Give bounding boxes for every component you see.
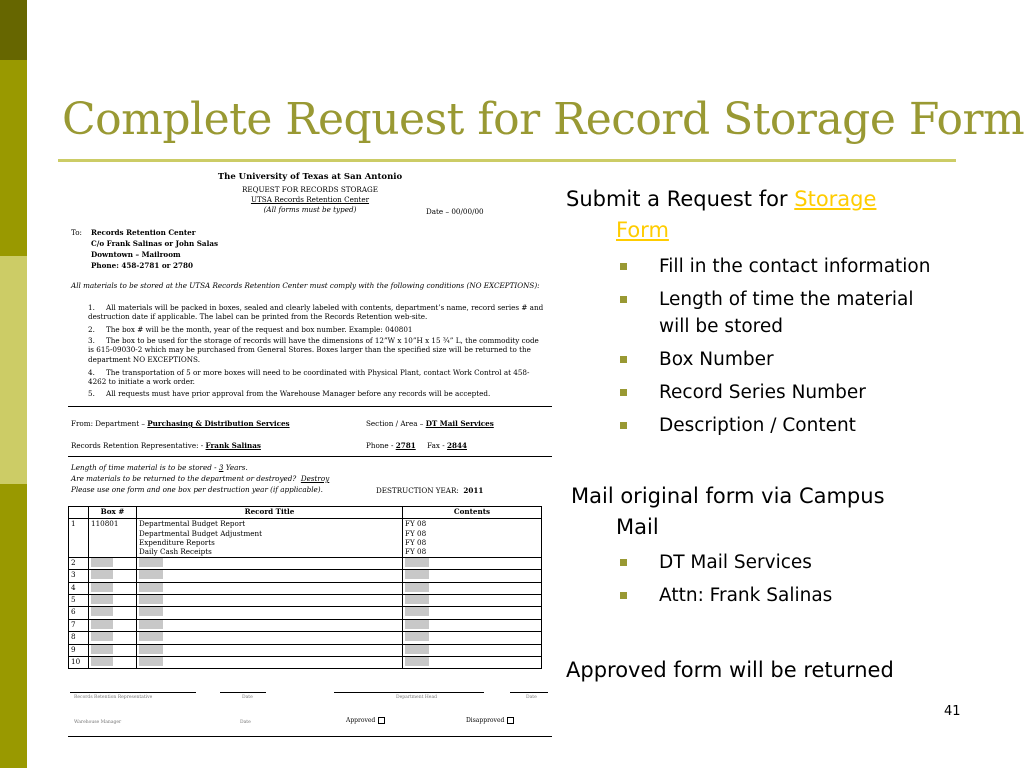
table-cell: 7 [69,619,89,631]
table-row [69,595,542,607]
bullet-approved-returned: Approved form will be returned [566,658,894,682]
condition-number: 4. [88,368,95,377]
table-cell [89,656,137,668]
table-cell: 10 [69,656,89,668]
form-to-label: To: [71,228,82,237]
table-cell [137,656,403,668]
table-header: Record Title [137,507,403,519]
signature-line [510,692,548,693]
empty-field [139,657,163,666]
signature-label: Warehouse Manager [74,720,122,725]
table-cell: 6 [69,607,89,619]
empty-field [139,570,163,579]
form-to-line: Downtown – Mailroom [91,250,181,259]
empty-field [91,570,113,579]
table-cell [89,619,137,631]
table-cell: 2 [69,557,89,569]
disapproved-checkbox [507,717,514,724]
signature-label: Date [240,720,251,725]
table-cell: 1 [69,519,89,557]
stripe-segment [0,484,27,768]
form-destruction-row [376,486,483,495]
table-cell [137,519,403,557]
table-cell [403,644,542,656]
empty-field [139,645,163,654]
table-cell [137,557,403,569]
empty-field [405,657,429,666]
bullet-square-icon [620,422,627,429]
form-to-line: Phone: 458-2781 or 2780 [91,261,193,270]
approved-checkbox [378,717,385,724]
contents-value: FY 08 [405,547,427,557]
record-storage-form-image [68,170,552,742]
contents-value: FY 08 [405,538,427,548]
table-row [69,656,542,668]
disapproved-option [466,717,514,725]
table-cell [403,557,542,569]
table-cell [89,644,137,656]
table-cell [403,582,542,594]
form-typed-note: (All forms must be typed) [263,205,357,214]
signature-label: Date [242,695,253,700]
condition-text: The box to be used for the storage of records will have the dimensions of 12”W x 10”H x 15 ¾” L, the commodity code is 615-09030-2 which may be purchased from General Stores. Boxes larger than the specified size will be returned to the department NO EXCEPTIONS. [88,336,539,364]
table-cell [403,595,542,607]
condition-number: 3. [88,336,95,345]
form-condition [88,368,544,387]
empty-field [91,607,113,616]
condition-number: 5. [88,389,95,398]
condition-text: The box # will be the month, year of the request and box number. Example: 040801 [106,325,413,334]
form-divider [68,456,552,457]
stripe-segment [0,0,27,60]
form-bottom-rule [68,736,552,737]
box-table [68,506,542,669]
condition-number: 2. [88,325,95,334]
form-divider [68,406,552,407]
table-row [69,619,542,631]
empty-field [91,645,113,654]
table-cell: 3 [69,570,89,582]
table-cell [403,519,542,557]
sub-bullet-item: Fill in the contact information [659,256,931,277]
table-row [69,519,542,557]
form-rep-row [71,441,261,450]
bullet-square-icon [620,389,627,396]
table-row [69,570,542,582]
sub-bullet-item: Box Number [659,349,774,370]
table-row [69,607,542,619]
bullet-square-icon [620,592,627,599]
table-cell [137,595,403,607]
contents-value: FY 08 [405,519,427,529]
destruction-year: 2011 [463,486,484,495]
table-cell [137,619,403,631]
empty-field [91,632,113,641]
form-condition [88,325,544,334]
table-row [69,632,542,644]
table-cell: 4 [69,582,89,594]
phone-value: 2781 [395,441,416,450]
table-header: Contents [403,507,542,519]
empty-field [139,558,163,567]
bullet-square-icon [620,296,627,303]
table-cell [89,557,137,569]
record-title: Expenditure Reports [139,538,215,548]
page-number: 41 [944,704,961,719]
destruction-label: DESTRUCTION YEAR: [376,486,459,495]
sub-bullet-item: Record Series Number [659,382,866,403]
fax-label: Fax - [427,441,445,450]
empty-field [405,620,429,629]
phone-label: Phone - [366,441,394,450]
table-cell: 110801 [89,519,137,557]
sub-bullet-item: Length of time the material [659,289,914,310]
disapproved-label: Disapproved [466,717,505,724]
form-to-line: C/o Frank Salinas or John Salas [91,239,219,248]
table-cell [403,570,542,582]
signature-line [334,692,484,693]
form-length-row [71,463,248,472]
left-accent-stripe [0,0,27,768]
record-title: Departmental Budget Report [139,519,246,529]
table-cell [89,570,137,582]
return-answer: Destroy [300,474,330,483]
table-cell [89,632,137,644]
table-cell [137,582,403,594]
table-cell [403,607,542,619]
table-cell [89,595,137,607]
empty-field [91,595,113,604]
empty-field [405,570,429,579]
form-phone-row [366,441,467,450]
table-header-row [69,507,542,519]
table-row [69,557,542,569]
length-unit: Years. [225,463,248,472]
sub-bullet-item: Attn: Frank Salinas [659,585,833,606]
contents-value: FY 08 [405,528,427,538]
table-cell [89,582,137,594]
table-cell [403,632,542,644]
empty-field [405,607,429,616]
condition-text: The transportation of 5 or more boxes will need to be coordinated with Physical Plant, contact Work Control at 458-4262 to initiate a work order. [88,368,530,387]
empty-field [91,620,113,629]
title-divider [58,159,956,162]
table-cell [137,644,403,656]
rep-value: Frank Salinas [205,441,261,450]
table-cell [403,619,542,631]
signature-line [70,692,196,693]
record-title: Daily Cash Receipts [139,547,212,557]
table-row [69,644,542,656]
empty-field [139,620,163,629]
form-section-row [366,419,494,428]
table-cell [89,607,137,619]
approved-label: Approved [346,717,376,724]
form-condition [88,336,544,364]
form-from-row [71,419,290,428]
empty-field [139,607,163,616]
rep-label: Records Retention Representative: - [71,441,204,450]
form-condition [88,303,544,322]
table-header: Box # [89,507,137,519]
submit-prefix: Submit a Request for [566,187,788,211]
empty-field [405,645,429,654]
empty-field [91,583,113,592]
bullet-mail-original-continued: Mail [616,515,659,539]
table-header [69,507,89,519]
bullet-square-icon [620,263,627,270]
table-row [69,582,542,594]
form-conditions-intro: All materials to be stored at the UTSA Records Retention Center must comply with the following conditions (NO EXCEPTIONS): [71,281,540,290]
stripe-segment [0,60,27,256]
form-date: Date – 00/00/00 [426,207,484,216]
signature-label: Date [526,695,537,700]
storage-form-link-continued[interactable]: Form [616,218,669,242]
form-return-row [71,474,329,483]
empty-field [139,632,163,641]
sub-bullet-item: DT Mail Services [659,552,812,573]
empty-field [405,558,429,567]
condition-text: All materials will be packed in boxes, sealed and clearly labeled with contents, department’s name, record series # and destruction date if applicable. The label can be printed from the Records Retention web-site. [88,303,544,322]
condition-number: 1. [88,303,95,312]
table-cell: 8 [69,632,89,644]
fax-value: 2844 [447,441,468,450]
record-title: Departmental Budget Adjustment [139,528,263,538]
table-cell: 5 [69,595,89,607]
stripe-segment [0,256,27,484]
sub-bullet-item: Description / Content [659,415,856,436]
form-university: The University of Texas at San Antonio [217,172,403,182]
condition-text: All requests must have prior approval from the Warehouse Manager before any records will be accepted. [106,389,491,398]
empty-field [405,595,429,604]
form-condition [88,389,544,398]
empty-field [139,595,163,604]
sub-bullet-item-continued: will be stored [659,316,783,337]
bullet-square-icon [620,559,627,566]
slide-title: Complete Request for Record Storage Form [62,94,1024,145]
table-cell: 9 [69,644,89,656]
empty-field [91,558,113,567]
table-cell [137,570,403,582]
table-cell [137,607,403,619]
form-center-name: UTSA Records Retention Center [250,195,370,204]
section-value: DT Mail Services [425,419,494,428]
signature-label: Department Head [396,695,438,700]
empty-field [405,583,429,592]
from-label: From: Department – [71,419,145,428]
table-cell [403,656,542,668]
form-one-form-note: Please use one form and one box per destruction year (if applicable). [71,485,323,494]
storage-form-link[interactable]: Storage [794,187,877,211]
table-cell [137,632,403,644]
form-to-line: Records Retention Center [91,228,196,237]
department-value: Purchasing & Distribution Services [147,419,290,428]
bullet-square-icon [620,356,627,363]
return-question: Are materials to be returned to the department or destroyed? [71,474,297,483]
length-value: 3 [218,463,224,472]
empty-field [139,583,163,592]
empty-field [91,657,113,666]
signature-label: Records Retention Representative [74,695,153,700]
length-label: Length of time material is to be stored - [71,463,217,472]
bullet-submit-request [566,184,876,215]
approved-option [346,717,385,725]
section-label: Section / Area – [366,419,424,428]
empty-field [405,632,429,641]
bullet-mail-original: Mail original form via Campus [571,484,885,508]
form-request-title: REQUEST FOR RECORDS STORAGE [241,185,379,194]
signature-line [220,692,266,693]
